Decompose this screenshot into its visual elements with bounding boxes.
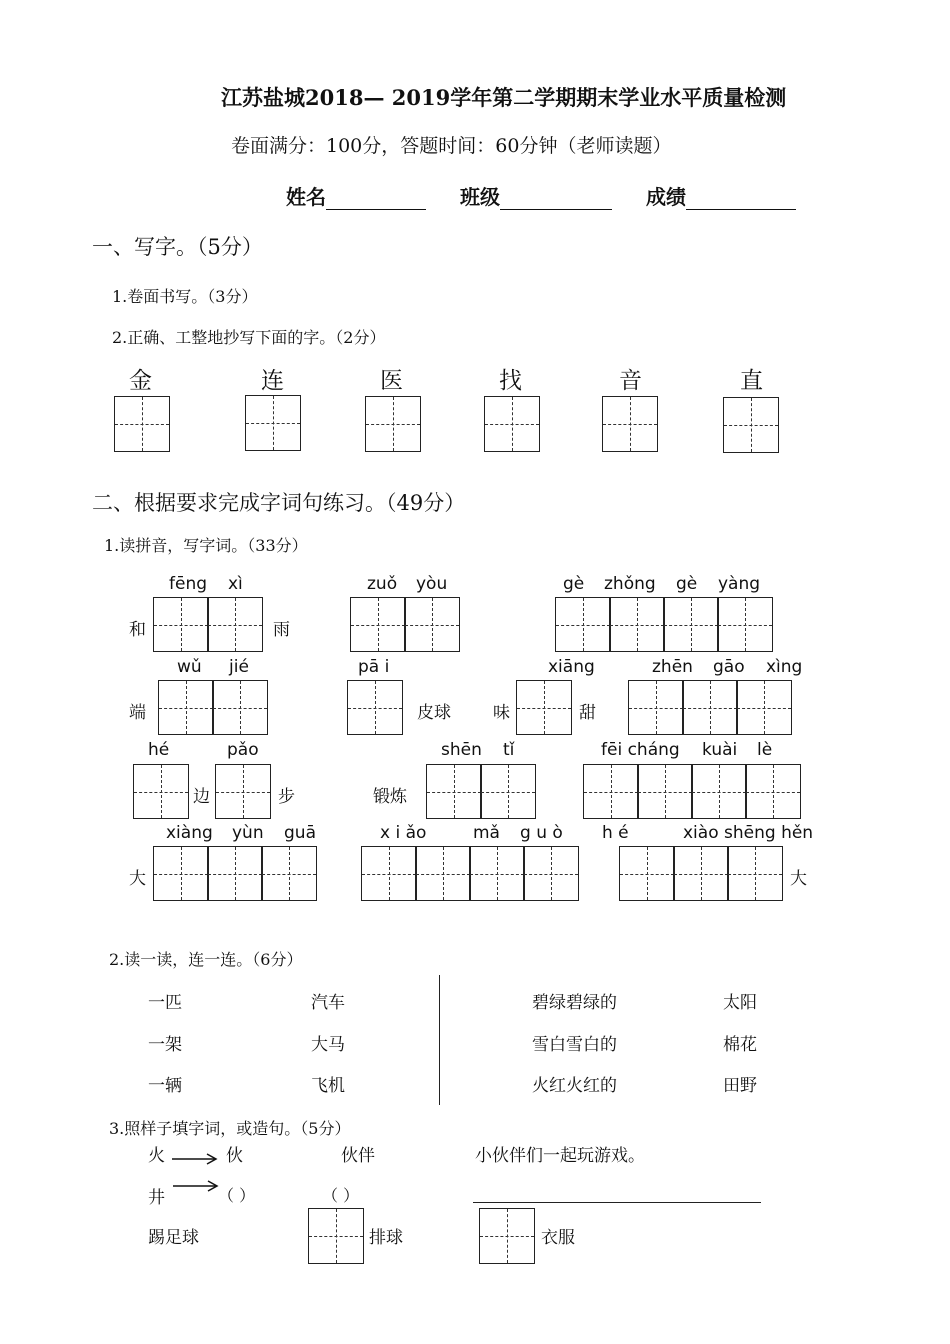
- match-item[interactable]: 田野: [723, 1076, 757, 1096]
- writing-grid-box[interactable]: [404, 597, 460, 652]
- pinyin: pā i: [358, 657, 390, 677]
- answer-blank[interactable]: （ ）: [218, 1186, 256, 1205]
- name-blank[interactable]: [326, 189, 426, 210]
- writing-grid-box[interactable]: [153, 597, 209, 652]
- writing-grid-box[interactable]: [609, 597, 665, 652]
- word-text: 锻炼: [373, 787, 407, 807]
- pinyin: yùn: [232, 823, 264, 843]
- writing-grid-box[interactable]: [628, 680, 684, 735]
- pinyin: pǎo: [227, 740, 259, 760]
- word-text: 雨: [273, 620, 290, 640]
- section2-q1-label: 1.读拼音，写字词。（33分）: [104, 536, 308, 555]
- word-text: 端: [129, 703, 146, 723]
- pinyin: zhēn: [652, 657, 693, 677]
- pinyin: xìng: [766, 657, 803, 677]
- writing-grid-box[interactable]: [602, 396, 658, 452]
- answer-blank[interactable]: （ ）: [322, 1186, 360, 1205]
- writing-grid-box[interactable]: [469, 846, 525, 901]
- sentence-answer-line[interactable]: [473, 1202, 761, 1203]
- copy-char: 音: [619, 368, 642, 394]
- pinyin: fēi cháng: [601, 740, 680, 760]
- pinyin: gè: [563, 574, 585, 594]
- writing-grid-box[interactable]: [308, 1208, 364, 1264]
- writing-grid-box[interactable]: [619, 846, 675, 901]
- pinyin: lè: [757, 740, 773, 760]
- pinyin: kuài: [702, 740, 738, 760]
- example-char: 伙: [226, 1146, 243, 1166]
- pinyin: zuǒ: [367, 574, 398, 594]
- word-text: 大: [129, 869, 146, 889]
- section2-q3-label: 3.照样子填字词，或造句。（5分）: [109, 1119, 351, 1138]
- name-label: 姓名: [286, 185, 326, 209]
- word-text: 甜: [579, 703, 596, 723]
- pinyin: h é: [602, 823, 629, 843]
- writing-grid-box[interactable]: [745, 764, 801, 819]
- writing-grid-box[interactable]: [347, 680, 403, 735]
- writing-grid-box[interactable]: [212, 680, 268, 735]
- word-text: 味: [493, 703, 510, 723]
- match-item[interactable]: 飞机: [311, 1076, 345, 1096]
- writing-grid-box[interactable]: [691, 764, 747, 819]
- pinyin: yàng: [718, 574, 761, 594]
- class-label: 班级: [460, 185, 500, 209]
- writing-grid-box[interactable]: [479, 1208, 535, 1264]
- arrow-right-icon: [171, 1151, 219, 1165]
- writing-grid-box[interactable]: [426, 764, 482, 819]
- writing-grid-box[interactable]: [682, 680, 738, 735]
- pinyin: xiàng: [166, 823, 213, 843]
- phrase-text: 衣服: [541, 1228, 575, 1248]
- pinyin: jié: [229, 657, 249, 677]
- match-item[interactable]: 一架: [148, 1035, 182, 1055]
- writing-grid-box[interactable]: [207, 846, 263, 901]
- section1-q2: 2.正确、工整地抄写下面的字。（2分）: [112, 328, 386, 347]
- example-sentence: 小伙伴们一起玩游戏。: [475, 1146, 645, 1166]
- copy-char: 医: [380, 368, 403, 394]
- writing-grid-box[interactable]: [727, 846, 783, 901]
- pinyin: fēng: [169, 574, 208, 594]
- example-char: 火: [148, 1146, 165, 1166]
- writing-grid-box[interactable]: [583, 764, 639, 819]
- writing-grid-box[interactable]: [350, 597, 406, 652]
- writing-grid-box[interactable]: [736, 680, 792, 735]
- section1-q1: 1.卷面书写。（3分）: [112, 287, 258, 306]
- pinyin: tǐ: [503, 740, 515, 760]
- writing-grid-box[interactable]: [153, 846, 209, 901]
- word-text: 大: [790, 869, 807, 889]
- score-label: 成绩: [646, 185, 686, 209]
- pinyin: hé: [148, 740, 170, 760]
- match-item[interactable]: 一匹: [148, 993, 182, 1013]
- word-text: 边: [193, 787, 210, 807]
- writing-grid-box[interactable]: [365, 396, 421, 452]
- match-item[interactable]: 棉花: [723, 1035, 757, 1055]
- pinyin: xì: [228, 574, 243, 594]
- phrase-text: 踢足球: [148, 1228, 199, 1248]
- arrow-right-icon: [172, 1178, 220, 1192]
- example-word: 伙伴: [341, 1146, 375, 1166]
- pinyin: zhǒng: [604, 574, 656, 594]
- writing-grid-box[interactable]: [133, 764, 189, 819]
- word-text: 步: [278, 787, 295, 807]
- pinyin: yòu: [416, 574, 448, 594]
- class-blank[interactable]: [500, 189, 612, 210]
- writing-grid-box[interactable]: [516, 680, 572, 735]
- pinyin: shēn: [441, 740, 482, 760]
- match-item[interactable]: 雪白雪白的: [532, 1035, 617, 1055]
- writing-grid-box[interactable]: [523, 846, 579, 901]
- writing-grid-box[interactable]: [673, 846, 729, 901]
- pinyin: wǔ: [177, 657, 202, 677]
- writing-grid-box[interactable]: [215, 764, 271, 819]
- match-item[interactable]: 火红火红的: [532, 1076, 617, 1096]
- section2-q2-label: 2.读一读，连一连。（6分）: [109, 950, 303, 969]
- column-divider: [439, 975, 440, 1105]
- match-item[interactable]: 汽车: [311, 993, 345, 1013]
- student-info-row: [286, 181, 796, 210]
- writing-grid-box[interactable]: [158, 680, 214, 735]
- writing-grid-box[interactable]: [717, 597, 773, 652]
- pinyin: g u ò: [520, 823, 563, 843]
- score-blank[interactable]: [686, 189, 796, 210]
- word-text: 和: [129, 620, 146, 640]
- page-title: 江苏盐城2018— 2019学年第二学期期末学业水平质量检测: [221, 85, 787, 110]
- writing-grid-box[interactable]: [637, 764, 693, 819]
- pinyin: xiào shēng hěn: [683, 823, 814, 843]
- page-subtitle: 卷面满分：100分，答题时间：60分钟（老师读题）: [231, 135, 672, 157]
- copy-char: 连: [261, 368, 284, 394]
- copy-char: 找: [499, 368, 522, 394]
- writing-grid-box[interactable]: [245, 395, 301, 451]
- copy-char: 金: [129, 368, 152, 394]
- writing-grid-box[interactable]: [480, 764, 536, 819]
- section1-heading: 一、写字。（5分）: [92, 235, 263, 259]
- match-item[interactable]: 一辆: [148, 1076, 182, 1096]
- writing-grid-box[interactable]: [114, 396, 170, 452]
- pinyin: gè: [676, 574, 698, 594]
- match-item[interactable]: 太阳: [723, 993, 757, 1013]
- writing-grid-box[interactable]: [207, 597, 263, 652]
- pinyin: guā: [284, 823, 316, 843]
- pinyin: x i ǎo: [380, 823, 427, 843]
- match-item[interactable]: 碧绿碧绿的: [532, 993, 617, 1013]
- prompt-char: 井: [148, 1188, 165, 1208]
- writing-grid-box[interactable]: [261, 846, 317, 901]
- word-text: 皮球: [417, 703, 451, 723]
- writing-grid-box[interactable]: [663, 597, 719, 652]
- writing-grid-box[interactable]: [415, 846, 471, 901]
- phrase-text: 排球: [369, 1228, 403, 1248]
- match-item[interactable]: 大马: [311, 1035, 345, 1055]
- writing-grid-box[interactable]: [361, 846, 417, 901]
- writing-grid-box[interactable]: [484, 396, 540, 452]
- pinyin: gāo: [713, 657, 745, 677]
- copy-char: 直: [740, 368, 763, 394]
- pinyin: xiāng: [548, 657, 595, 677]
- pinyin: mǎ: [473, 823, 500, 843]
- writing-grid-box[interactable]: [555, 597, 611, 652]
- writing-grid-box[interactable]: [723, 397, 779, 453]
- section2-heading: 二、根据要求完成字词句练习。（49分）: [92, 491, 466, 515]
